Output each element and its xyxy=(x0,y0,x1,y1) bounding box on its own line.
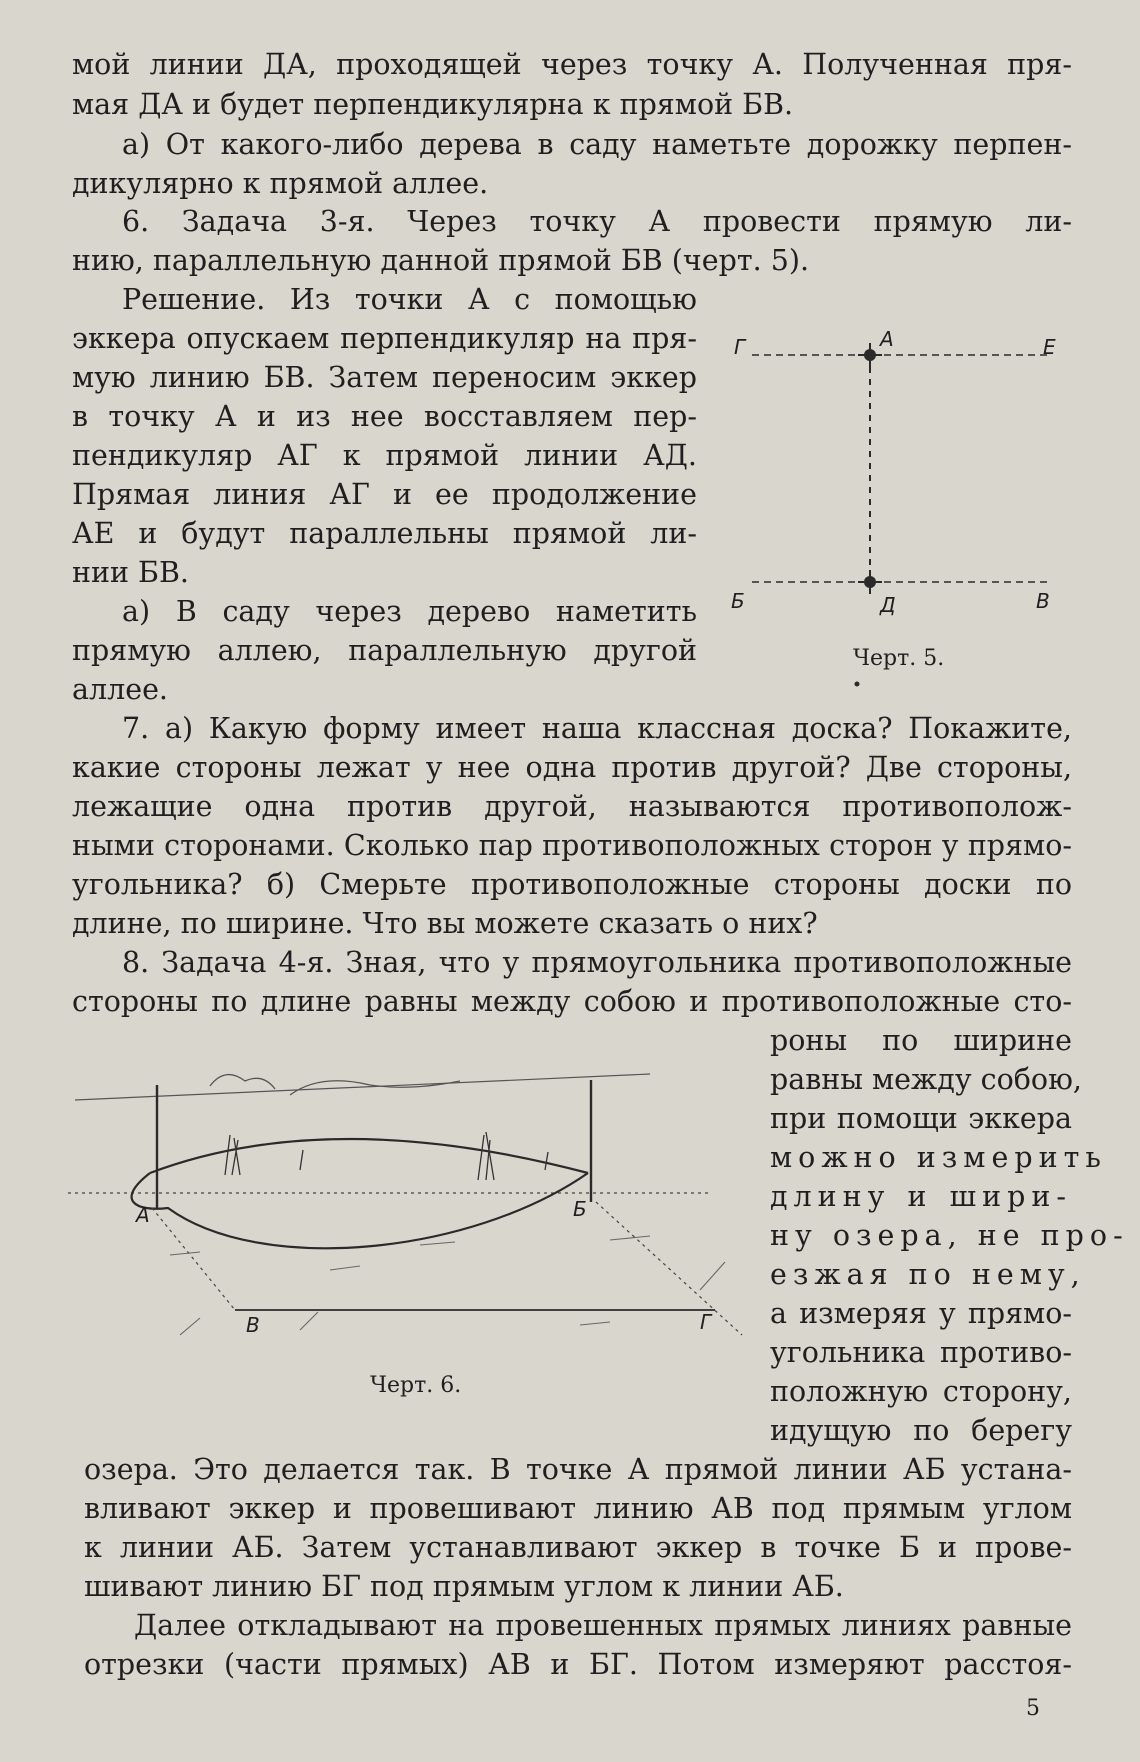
text-line: а) От какого-либо дерева в саду наметьте дорожку перпен- xyxy=(122,128,1072,161)
fig5-label-e: Е xyxy=(1043,335,1056,359)
text-line: мую линию БВ. Затем переносим эккер xyxy=(72,361,697,394)
fig5-label-a: А xyxy=(880,327,894,351)
text-line: эккера опускаем перпендикуляр на пря- xyxy=(72,322,697,355)
fig5-label-v: В xyxy=(1036,589,1050,613)
text-line: 8. Задача 4-я. Зная, что у прямоугольника противоположные xyxy=(122,946,1072,979)
text-line: Прямая линия АГ и ее продолжение xyxy=(72,478,697,511)
text-line: дикулярно к прямой аллее. xyxy=(72,167,489,200)
text-line: положную сторону, xyxy=(770,1375,1072,1408)
text-line: отрезки (части прямых) АВ и БГ. Потом измеряют расстоя- xyxy=(84,1648,1072,1681)
text-line: 7. а) Какую форму имеет наша классная доска? Покажите, xyxy=(122,712,1072,745)
text-line: лежащие одна против другой, называются противополож- xyxy=(72,790,1072,823)
text-line: шивают линию БГ под прямым углом к линии АБ. xyxy=(84,1570,844,1603)
fig5-label-d: Д xyxy=(880,593,896,617)
text-line: можно измерить xyxy=(770,1141,1107,1174)
text-line: идущую по берегу xyxy=(770,1414,1072,1447)
text-line: угольника противо- xyxy=(770,1336,1072,1369)
text-line: длину и шири- xyxy=(770,1180,1072,1213)
text-line: Решение. Из точки А с помощью xyxy=(122,283,697,316)
fig6-label-a: А xyxy=(136,1203,150,1227)
text-line: нию, параллельную данной прямой БВ (черт. 5). xyxy=(72,244,810,277)
text-line: длине, по ширине. Что вы можете сказать о них? xyxy=(72,907,818,940)
text-line: к линии АБ. Затем устанавливают эккер в точке Б и прове- xyxy=(84,1531,1072,1564)
text-line: равны между собою, xyxy=(770,1063,1082,1096)
text-line: угольника? б) Смерьте противоположные стороны доски по xyxy=(72,868,1072,901)
fig6-label-g: Г xyxy=(700,1310,712,1334)
text-line: аллее. xyxy=(72,673,168,706)
text-line: роны по ширине xyxy=(770,1024,1072,1057)
text-line: в точку А и из нее восставляем пер- xyxy=(72,400,697,433)
text-line: мой линии ДА, проходящей через точку А. Полученная пря- xyxy=(72,48,1072,81)
text-line: озера. Это делается так. В точке А прямой линии АБ устана- xyxy=(84,1453,1072,1486)
fig5-label-g: Г xyxy=(734,335,746,359)
text-line: а измеряя у прямо- xyxy=(770,1297,1072,1330)
fig5-label-b: Б xyxy=(731,589,745,613)
text-line: АЕ и будут параллельны прямой ли- xyxy=(72,517,697,550)
text-line: Далее откладывают на провешенных прямых линиях равные xyxy=(134,1609,1072,1642)
text-line: ну озера, не про- xyxy=(770,1219,1129,1252)
text-line: какие стороны лежат у нее одна против другой? Две стороны, xyxy=(72,751,1072,784)
figure-6-caption: Черт. 6. xyxy=(370,1373,462,1398)
figure-5-caption: Черт. 5. xyxy=(853,646,945,671)
page-number: 5 xyxy=(1026,1696,1040,1721)
text-line: ными сторонами. Сколько пар противоположных сторон у прямо- xyxy=(72,829,1072,862)
text-line: езжая по нему, xyxy=(770,1258,1086,1291)
fig6-label-b: Б xyxy=(573,1197,587,1221)
text-line: стороны по длине равны между собою и противоположные сто- xyxy=(72,985,1072,1018)
text-line: 6. Задача 3-я. Через точку А провести прямую ли- xyxy=(122,205,1072,238)
text-line: мая ДА и будет перпендикулярна к прямой БВ. xyxy=(72,88,794,121)
text-line: вливают эккер и провешивают линию АВ под прямым углом xyxy=(84,1492,1072,1525)
text-line: а) В саду через дерево наметить xyxy=(122,595,697,628)
fig6-label-v: В xyxy=(246,1313,260,1337)
text-line: пендикуляр АГ к прямой линии АД. xyxy=(72,439,697,472)
text-line: нии БВ. xyxy=(72,556,189,589)
text-line: прямую аллею, параллельную другой xyxy=(72,634,697,667)
text-line: при помощи эккера xyxy=(770,1102,1072,1135)
